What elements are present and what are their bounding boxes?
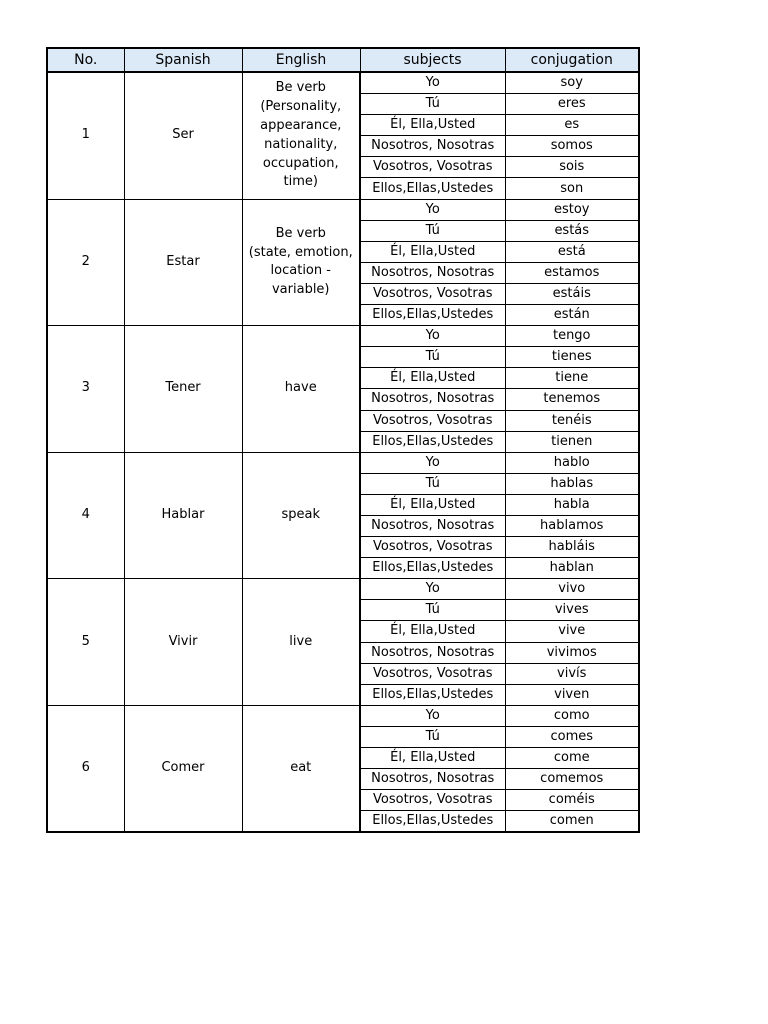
conjugation-cell: hablo xyxy=(505,452,639,473)
subject-cell: Vosotros, Vosotras xyxy=(360,537,505,558)
verb-spanish: Tener xyxy=(124,326,242,453)
verb-english: live xyxy=(242,579,360,706)
subject-cell: Vosotros, Vosotras xyxy=(360,157,505,178)
subject-cell: Nosotros, Nosotras xyxy=(360,389,505,410)
conjugation-cell: como xyxy=(505,705,639,726)
verb-spanish: Hablar xyxy=(124,452,242,579)
subject-cell: Él, Ella,Usted xyxy=(360,115,505,136)
header-row xyxy=(47,48,639,72)
subject-cell: Ellos,Ellas,Ustedes xyxy=(360,305,505,326)
conjugation-cell: hablan xyxy=(505,558,639,579)
subject-cell: Yo xyxy=(360,579,505,600)
verb-spanish: Estar xyxy=(124,199,242,326)
verb-spanish: Comer xyxy=(124,705,242,832)
conjugation-cell: vives xyxy=(505,600,639,621)
conjugation-cell: estamos xyxy=(505,262,639,283)
table-row xyxy=(47,705,639,726)
subject-cell: Tú xyxy=(360,600,505,621)
table-row xyxy=(47,199,639,220)
conjugation-cell: estás xyxy=(505,220,639,241)
subject-cell: Vosotros, Vosotras xyxy=(360,663,505,684)
conjugation-cell: vivo xyxy=(505,579,639,600)
conjugation-cell: habla xyxy=(505,494,639,515)
verb-spanish: Vivir xyxy=(124,579,242,706)
subject-cell: Tú xyxy=(360,220,505,241)
subject-cell: Nosotros, Nosotras xyxy=(360,136,505,157)
subject-cell: Yo xyxy=(360,199,505,220)
conjugation-cell: está xyxy=(505,241,639,262)
subject-cell: Yo xyxy=(360,452,505,473)
conjugation-cell: sois xyxy=(505,157,639,178)
conjugation-cell: coméis xyxy=(505,790,639,811)
conjugation-cell: hablamos xyxy=(505,515,639,536)
conjugation-cell: son xyxy=(505,178,639,199)
conjugation-table xyxy=(46,47,640,833)
conjugation-cell: comen xyxy=(505,811,639,833)
subject-cell: Tú xyxy=(360,347,505,368)
subject-cell: Yo xyxy=(360,705,505,726)
table-row xyxy=(47,452,639,473)
verb-number: 5 xyxy=(47,579,124,706)
header-english: English xyxy=(242,48,360,72)
subject-cell: Él, Ella,Usted xyxy=(360,621,505,642)
conjugation-cell: viven xyxy=(505,684,639,705)
conjugation-cell: somos xyxy=(505,136,639,157)
subject-cell: Ellos,Ellas,Ustedes xyxy=(360,811,505,833)
verb-english: Be verb (Personality, appearance, nationality, occupation, time) xyxy=(242,72,360,199)
conjugation-cell: estáis xyxy=(505,283,639,304)
verb-number: 6 xyxy=(47,705,124,832)
subject-cell: Nosotros, Nosotras xyxy=(360,642,505,663)
subject-cell: Él, Ella,Usted xyxy=(360,494,505,515)
header-conjugation: conjugation xyxy=(505,48,639,72)
conjugation-cell: tiene xyxy=(505,368,639,389)
conjugation-cell: vive xyxy=(505,621,639,642)
conjugation-cell: hablas xyxy=(505,473,639,494)
subject-cell: Tú xyxy=(360,726,505,747)
conjugation-cell: habláis xyxy=(505,537,639,558)
conjugation-cell: estoy xyxy=(505,199,639,220)
table-row xyxy=(47,72,639,94)
header-no: No. xyxy=(47,48,124,72)
subject-cell: Yo xyxy=(360,72,505,94)
subject-cell: Él, Ella,Usted xyxy=(360,748,505,769)
verb-number: 4 xyxy=(47,452,124,579)
conjugation-cell: tienes xyxy=(505,347,639,368)
subject-cell: Ellos,Ellas,Ustedes xyxy=(360,431,505,452)
conjugation-cell: come xyxy=(505,748,639,769)
conjugation-cell: tenemos xyxy=(505,389,639,410)
subject-cell: Ellos,Ellas,Ustedes xyxy=(360,684,505,705)
conjugation-cell: comemos xyxy=(505,769,639,790)
verb-number: 2 xyxy=(47,199,124,326)
table-body xyxy=(47,72,639,832)
table-row xyxy=(47,326,639,347)
subject-cell: Vosotros, Vosotras xyxy=(360,410,505,431)
subject-cell: Ellos,Ellas,Ustedes xyxy=(360,178,505,199)
verb-english: have xyxy=(242,326,360,453)
conjugation-cell: es xyxy=(505,115,639,136)
conjugation-cell: comes xyxy=(505,726,639,747)
verb-spanish: Ser xyxy=(124,72,242,199)
conjugation-cell: tenéis xyxy=(505,410,639,431)
verb-number: 1 xyxy=(47,72,124,199)
subject-cell: Vosotros, Vosotras xyxy=(360,283,505,304)
subject-cell: Tú xyxy=(360,94,505,115)
subject-cell: Vosotros, Vosotras xyxy=(360,790,505,811)
verb-number: 3 xyxy=(47,326,124,453)
subject-cell: Él, Ella,Usted xyxy=(360,368,505,389)
conjugation-cell: eres xyxy=(505,94,639,115)
subject-cell: Nosotros, Nosotras xyxy=(360,769,505,790)
header-subjects: subjects xyxy=(360,48,505,72)
subject-cell: Él, Ella,Usted xyxy=(360,241,505,262)
subject-cell: Nosotros, Nosotras xyxy=(360,262,505,283)
conjugation-cell: están xyxy=(505,305,639,326)
verb-english: Be verb (state, emotion, location - variable) xyxy=(242,199,360,326)
conjugation-cell: soy xyxy=(505,72,639,94)
verb-english: speak xyxy=(242,452,360,579)
header-spanish: Spanish xyxy=(124,48,242,72)
subject-cell: Tú xyxy=(360,473,505,494)
table-row xyxy=(47,579,639,600)
table-header xyxy=(47,48,639,72)
subject-cell: Ellos,Ellas,Ustedes xyxy=(360,558,505,579)
subject-cell: Yo xyxy=(360,326,505,347)
conjugation-cell: tienen xyxy=(505,431,639,452)
conjugation-cell: tengo xyxy=(505,326,639,347)
subject-cell: Nosotros, Nosotras xyxy=(360,515,505,536)
conjugation-cell: vivimos xyxy=(505,642,639,663)
verb-english: eat xyxy=(242,705,360,832)
conjugation-cell: vivís xyxy=(505,663,639,684)
